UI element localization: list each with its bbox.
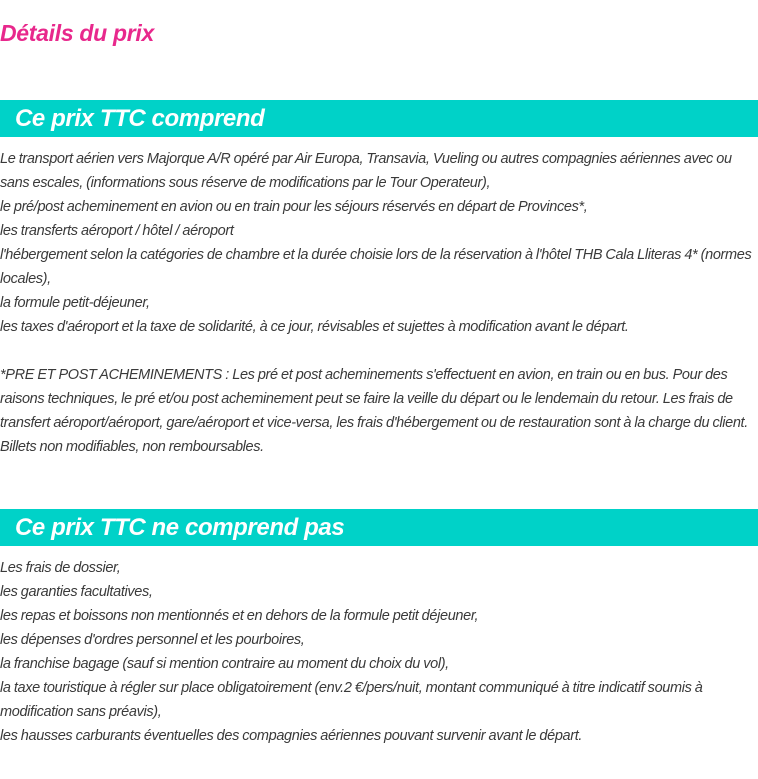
page-title: Détails du prix	[0, 20, 154, 46]
included-item: les transferts aéroport / hôtel / aéroport	[0, 223, 234, 239]
included-item: Le transport aérien vers Majorque A/R opéré par Air Europa, Transavia, Vueling ou autres compagnies aériennes avec ou sans escales, (informations sous réserve de modifications par le Tour Operateur),	[0, 151, 732, 191]
excluded-item: la franchise bagage (sauf si mention contraire au moment du choix du vol),	[0, 656, 449, 672]
included-item: la formule petit-déjeuner,	[0, 295, 150, 311]
section-heading-included: Ce prix TTC comprend	[0, 100, 758, 137]
section-heading-excluded: Ce prix TTC ne comprend pas	[0, 509, 758, 546]
excluded-item: la taxe touristique à régler sur place obligatoirement (env.2 €/pers/nuit, montant communiqué à titre indicatif soumis à modification sans préavis),	[0, 680, 703, 720]
excluded-list	[0, 556, 752, 748]
included-item: les taxes d'aéroport et la taxe de solidarité, à ce jour, révisables et sujettes à modification avant le départ.	[0, 319, 629, 335]
excluded-item: les garanties facultatives,	[0, 584, 153, 600]
included-item: le pré/post acheminement en avion ou en train pour les séjours réservés en départ de Provinces*,	[0, 199, 588, 215]
excluded-item: Les frais de dossier,	[0, 560, 121, 576]
included-item: l'hébergement selon la catégories de chambre et la durée choisie lors de la réservation à l'hôtel THB Cala Lliteras 4* (normes locales),	[0, 247, 752, 287]
excluded-item: les dépenses d'ordres personnel et les pourboires,	[0, 632, 305, 648]
included-list	[0, 147, 752, 339]
footnote-text: *PRE ET POST ACHEMINEMENTS : Les pré et post acheminements s'effectuent en avion, en train ou en bus. Pour des raisons techniques, le pré et/ou post acheminement peut se faire la veille du départ ou le lendemain du retour. Les frais de transfert aéroport/aéroport, gare/aéroport et vice-versa, les frais d'hébergement ou de restauration sont à la charge du client. Billets non modifiables, non remboursables.	[0, 367, 748, 455]
excluded-item: les repas et boissons non mentionnés et en dehors de la formule petit déjeuner,	[0, 608, 479, 624]
excluded-item: les hausses carburants éventuelles des compagnies aériennes pouvant survenir avant le départ.	[0, 728, 583, 744]
transfer-footnote	[0, 363, 752, 459]
